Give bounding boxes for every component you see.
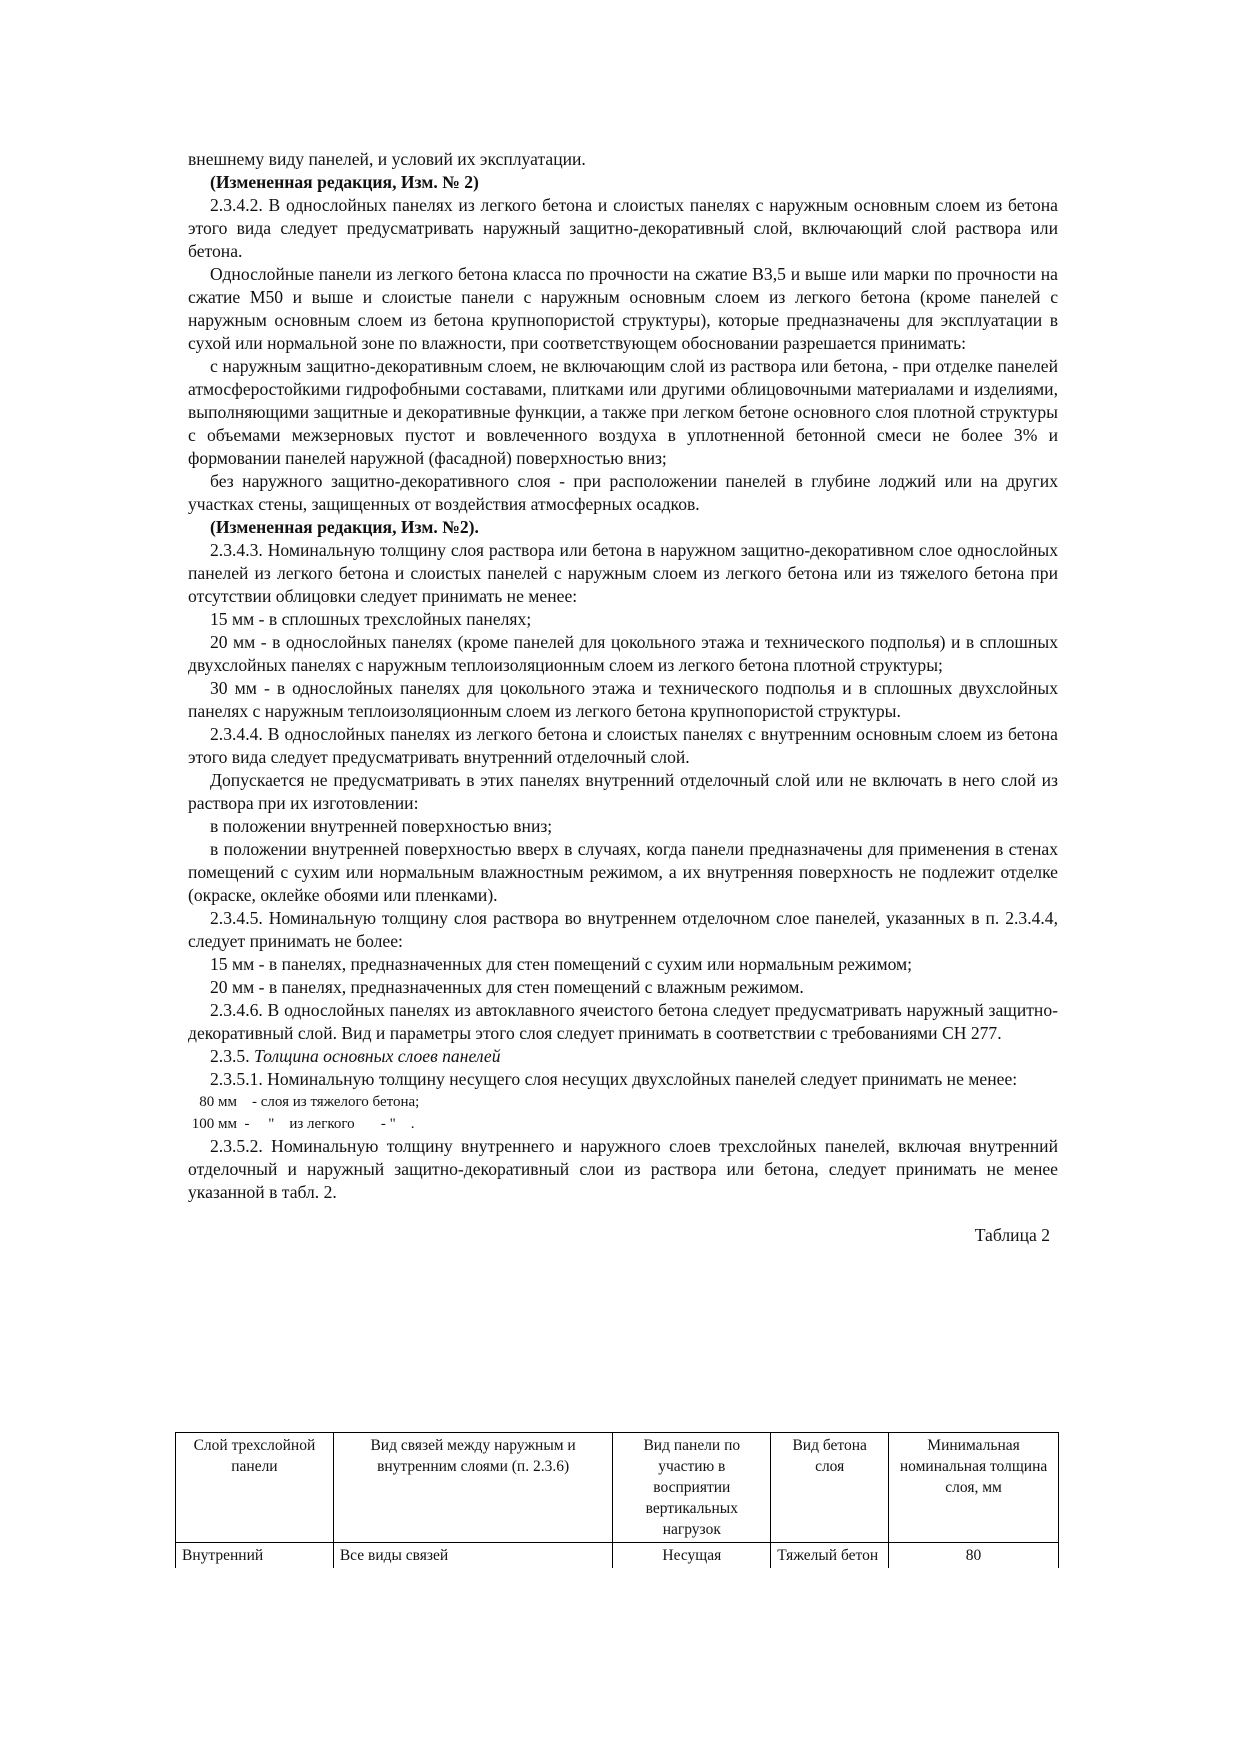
paragraph: 20 мм - в панелях, предназначенных для стен помещений с влажным режимом. [210,977,804,997]
section-title: Толщина основных слоев панелей [253,1046,501,1066]
header-panel-type: Вид панели по участию в восприятии вертикальных нагрузок [613,1433,771,1543]
paragraph: без наружного защитно-декоративного слоя - при расположении панелей в глубине лоджий или на других участках стены, защищенных от воздействия атмосферных осадков. [188,471,1058,514]
table-header-row [176,1433,1059,1543]
section-heading-2-3-5 [188,1045,1058,1068]
paragraph: 2.3.4.3. Номинальную толщину слоя раствора или бетона в наружном защитно-декоративном слое однослойных панелей из легкого бетона и слоистых панелей с наружным слоем из легкого бетона или из тяжелого бетона при отсутствии облицовки следует принимать не менее: [188,540,1058,606]
body-text [188,148,1058,1045]
list-item-heavy: 80 мм - слоя из тяжелого бетона; [188,1094,420,1110]
header-min-thickness: Минимальная номинальная толщина слоя, мм [889,1433,1059,1543]
paragraph: внешнему виду панелей, и условий их эксплуатации. [188,149,586,169]
paragraph: 20 мм - в однослойных панелях (кроме панелей для цокольного этажа и технического подполья) и в сплошных двухслойных панелях с наружным теплоизоляционным слоем из легкого бетона плотной структуры; [188,632,1058,675]
paragraph: 15 мм - в сплошных трехслойных панелях; [210,609,532,629]
paragraph: в положении внутренней поверхностью вниз; [210,816,553,836]
paragraph: 2.3.4.4. В однослойных панелях из легкого бетона и слоистых панелях с внутренним основным слоем из бетона этого вида следует предусматривать внутренний отделочный слой. [188,724,1058,767]
document-page [188,148,1058,1269]
table-row [176,1543,1059,1569]
cell-min-thickness: 80 [889,1543,1059,1569]
table-caption: Таблица 2 [974,1225,1050,1245]
paragraph: в положении внутренней поверхностью вверх в случаях, когда панели предназначены для применения в стенах помещений с сухим или нормальным влажностным режимом, а их внутренняя поверхность не подлежит отделке (окраске, оклейке обоями или пленками). [188,839,1058,905]
header-connection-type: Вид связей между наружным и внутренним слоями (п. 2.3.6) [333,1433,613,1543]
paragraph: 2.3.4.6. В однослойных панелях из автоклавного ячеистого бетона следует предусматривать наружный защитно-декоративный слой. Вид и параметры этого слоя следует принимать в соответствии с требованиями СН 277. [188,1000,1058,1043]
cell-layer: Внутренний [176,1543,334,1569]
paragraph: Однослойные панели из легкого бетона класса по прочности на сжатие В3,5 и выше или марки по прочности на сжатие М50 и выше и слоистые панели с наружным основным слоем из легкого бетона (кроме панелей с наружным основным слоем из бетона крупнопористой структуры), которые предназначены для эксплуатации в сухой или нормальной зоне по влажности, при соответствующем обосновании разрешается принимать: [188,264,1058,353]
amendment-note: (Измененная редакция, Изм. № 2) [210,172,479,192]
paragraph: с наружным защитно-декоративным слоем, не включающим слой из раствора или бетона, - при отделке панелей атмосферостойкими гидрофобными составами, плитками или другими облицовочными материалами и изделиями, выполняющими защитные и декоративные функции, а также при легком бетоне основного слоя плотной структуры с объемами межзерновых пустот и вовлеченного воздуха в уплотненной бетонной смеси не более 3% и формовании панелей наружной (фасадной) поверхностью вниз; [188,356,1058,468]
paragraph: Допускается не предусматривать в этих панелях внутренний отделочный слой или не включать в него слой из раствора при их изготовлении: [188,770,1058,813]
cell-panel-type: Несущая [613,1543,771,1569]
table-2 [175,1432,1059,1568]
section-number: 2.3.5. [210,1046,254,1066]
cell-concrete-type: Тяжелый бетон [771,1543,889,1569]
list-item-light: 100 мм - " из легкого - " . [188,1116,415,1132]
paragraph: 2.3.4.5. Номинальную толщину слоя раствора во внутреннем отделочном слое панелей, указанных в п. 2.3.4.4, следует принимать не более: [188,908,1058,951]
paragraph-2-3-5-1: 2.3.5.1. Номинальную толщину несущего слоя несущих двухслойных панелей следует принимать не менее: [210,1069,1018,1089]
paragraph: 15 мм - в панелях, предназначенных для стен помещений с сухим или нормальным режимом; [210,954,913,974]
cell-connection-type: Все виды связей [333,1543,613,1569]
paragraph: 30 мм - в однослойных панелях для цокольного этажа и технического подполья и в сплошных двухслойных панелях с наружным теплоизоляционным слоем из легкого бетона крупнопористой структуры. [188,678,1058,721]
amendment-note: (Измененная редакция, Изм. №2). [210,517,479,537]
paragraph: 2.3.4.2. В однослойных панелях из легкого бетона и слоистых панелях с наружным основным слоем из бетона этого вида следует предусматривать наружный защитно-декоративный слой, включающий слой раствора или бетона. [188,195,1058,261]
header-layer: Слой трехслойной панели [176,1433,334,1543]
paragraph-2-3-5-2: 2.3.5.2. Номинальную толщину внутреннего и наружного слоев трехслойных панелей, включая внутренний отделочный и наружный защитно-декоративный слои из раствора или бетона, следует принимать не менее указанной в табл. 2. [188,1136,1058,1202]
header-concrete-type: Вид бетона слоя [771,1433,889,1543]
